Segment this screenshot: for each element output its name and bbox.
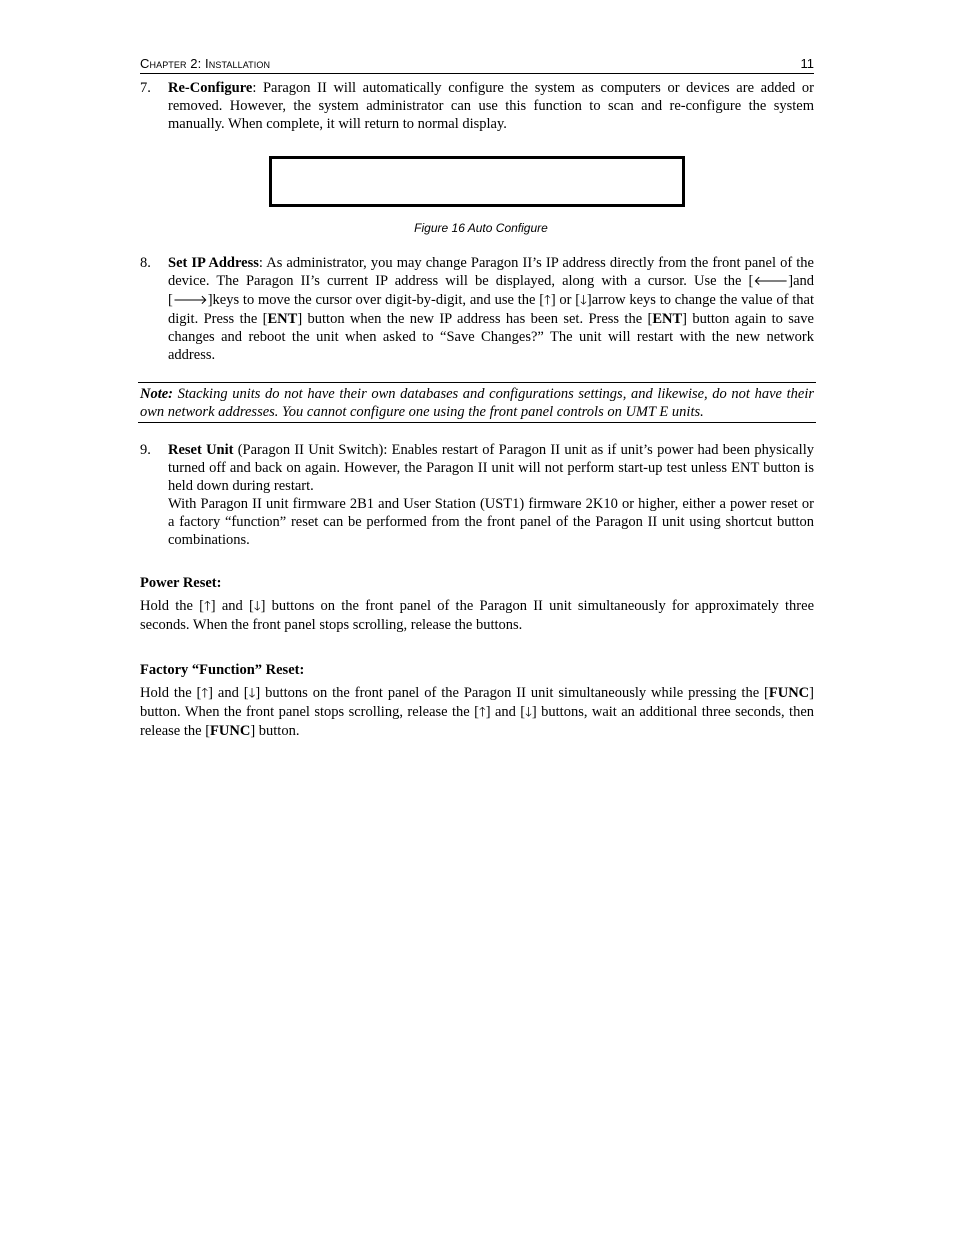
down-arrow-icon: 🡓 xyxy=(580,293,587,308)
item-text xyxy=(168,79,814,133)
right-arrow-icon: 🡒 xyxy=(172,293,208,308)
ent-key-label: ENT xyxy=(267,311,298,327)
section-heading-power-reset: Power Reset: xyxy=(140,575,222,591)
paragraph-text: Hold the [ xyxy=(140,598,204,614)
up-arrow-icon: 🡑 xyxy=(544,293,551,308)
item-body: ] button when the new IP address has been set. Press the [ xyxy=(297,311,653,327)
list-item-set-ip-address xyxy=(140,254,814,364)
paragraph-text: ] buttons on the front panel of the Paragon II unit simultaneously for approximately three seconds. When the front panel stops scrolling, release the buttons. xyxy=(140,598,815,633)
up-arrow-icon: 🡑 xyxy=(478,705,486,720)
func-key-label: FUNC xyxy=(768,685,810,701)
page-number: 11 xyxy=(800,56,814,71)
item-number: 7. xyxy=(140,80,151,96)
item-body: ] button again to save changes and reboot the unit when asked to “Save Changes?” The unit will restart with the new network address. xyxy=(168,311,814,363)
note-box xyxy=(138,382,816,423)
item-body: ]and [ xyxy=(168,273,814,308)
section-heading-factory-reset: Factory “Function” Reset: xyxy=(140,662,305,678)
item-term: Reset Unit xyxy=(168,442,234,458)
paragraph-text: ] buttons, wait an additional three seconds, then release the [ xyxy=(140,704,815,739)
chapter-title: Chapter 2: Installation xyxy=(140,56,271,71)
item-text xyxy=(168,441,814,495)
factory-reset-paragraph xyxy=(140,684,814,740)
up-arrow-icon: 🡑 xyxy=(204,599,211,614)
item-number: 9. xyxy=(140,442,151,458)
note-label: Note: xyxy=(140,386,174,402)
paragraph-text: ] button. xyxy=(250,723,300,739)
item-text-continued: With Paragon II unit firmware 2B1 and User Station (UST1) firmware 2K10 or higher, either a power reset or a factory “function” reset can be performed from the front panel of the Paragon II unit using shortcut button combinations. xyxy=(168,496,814,548)
page-header xyxy=(140,55,814,74)
func-key-label: FUNC xyxy=(210,723,251,739)
power-reset-paragraph xyxy=(140,597,814,634)
down-arrow-icon: 🡓 xyxy=(253,599,261,614)
item-term: Re-Configure xyxy=(168,80,253,96)
paragraph-text: ] button. When the front panel stops scrolling, release the [ xyxy=(140,685,814,720)
item-body: : Paragon II will automatically configure the system as computers or devices are added or removed. However, the system administrator can use this function to scan and re-configure the system manually. When complete, it will return to normal display. xyxy=(168,80,814,132)
down-arrow-icon: 🡓 xyxy=(248,686,256,701)
item-body: ]keys to move the cursor over digit-by-digit, and use the [ xyxy=(207,292,545,308)
item-number: 8. xyxy=(140,255,151,271)
figure-caption: Figure 16 Auto Configure xyxy=(414,221,548,235)
item-body: (Paragon II Unit Switch): Enables restart of Paragon II unit as if unit’s power had been physically turned off and back on again. However, the Paragon II unit will not perform start-up test unless ENT button is held down during restart. xyxy=(168,442,814,494)
paragraph-text: ] buttons on the front panel of the Paragon II unit simultaneously while pressing the [ xyxy=(255,685,769,701)
item-text xyxy=(168,254,814,364)
lcd-display-figure xyxy=(269,156,685,207)
up-arrow-icon: 🡑 xyxy=(201,686,209,701)
document-page xyxy=(140,55,814,740)
ent-key-label: ENT xyxy=(652,311,683,327)
item-body: ] or [ xyxy=(550,292,581,308)
paragraph-text: ] and [ xyxy=(485,704,526,720)
list-item-reset-unit xyxy=(140,441,814,549)
paragraph-text: ] and [ xyxy=(210,598,254,614)
paragraph-text: ] and [ xyxy=(208,685,249,701)
item-term: Set IP Address xyxy=(168,255,259,271)
item-body: : As administrator, you may change Paragon II’s IP address directly from the front panel of the device. The Paragon II’s current IP address will be displayed, along with a cursor. Use the [ xyxy=(168,255,814,289)
note-text: Stacking units do not have their own databases and configurations settings, and likewise, do not have their own network addresses. You cannot configure one using the front panel controls on UMT E units. xyxy=(140,386,814,420)
down-arrow-icon: 🡓 xyxy=(525,705,532,720)
left-arrow-icon: 🡐 xyxy=(753,274,789,289)
paragraph-text: Hold the [ xyxy=(140,685,202,701)
item-body: ]arrow keys to change the value of that digit. Press the [ xyxy=(168,292,814,327)
list-item-reconfigure xyxy=(140,79,814,133)
